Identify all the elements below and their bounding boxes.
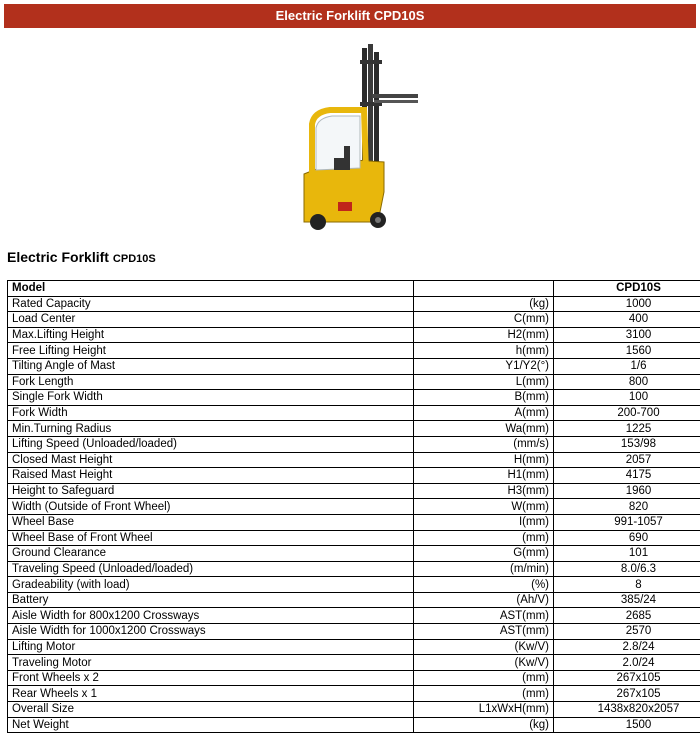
spec-name-cell: Min.Turning Radius	[8, 421, 414, 437]
spec-name-cell: Wheel Base of Front Wheel	[8, 530, 414, 546]
table-row	[8, 546, 700, 562]
spec-name-cell: Raised Mast Height	[8, 468, 414, 484]
spec-unit-cell: (mm)	[414, 530, 554, 546]
section-heading	[7, 249, 156, 265]
spec-unit-cell: Wa(mm)	[414, 421, 554, 437]
spec-name-cell: Closed Mast Height	[8, 452, 414, 468]
spec-value-cell: 3100	[554, 327, 700, 343]
spec-name-cell: Free Lifting Height	[8, 343, 414, 359]
spec-name-cell: Tilting Angle of Mast	[8, 358, 414, 374]
spec-name-cell: Rear Wheels x 1	[8, 686, 414, 702]
table-row	[8, 312, 700, 328]
spec-unit-cell: (%)	[414, 577, 554, 593]
spec-unit-cell: H2(mm)	[414, 327, 554, 343]
spec-value-cell: 1560	[554, 343, 700, 359]
table-row	[8, 421, 700, 437]
spec-name-cell: Height to Safeguard	[8, 483, 414, 499]
spec-unit-cell: AST(mm)	[414, 608, 554, 624]
spec-value-cell: 4175	[554, 468, 700, 484]
spec-unit-cell: B(mm)	[414, 390, 554, 406]
page-title: Electric Forklift CPD10S	[275, 8, 425, 23]
table-row	[8, 639, 700, 655]
column-header-model: Model	[8, 281, 414, 297]
spec-unit-cell: (Kw/V)	[414, 655, 554, 671]
spec-unit-cell: C(mm)	[414, 312, 554, 328]
spec-name-cell: Net Weight	[8, 717, 414, 733]
section-heading-title: Electric Forklift	[7, 249, 109, 265]
spec-name-cell: Rated Capacity	[8, 296, 414, 312]
spec-value-cell: 2057	[554, 452, 700, 468]
table-row	[8, 405, 700, 421]
spec-value-cell: 2570	[554, 624, 700, 640]
spec-value-cell: 820	[554, 499, 700, 515]
spec-value-cell: 2.0/24	[554, 655, 700, 671]
spec-unit-cell: H3(mm)	[414, 483, 554, 499]
page-title-bar	[4, 4, 696, 28]
spec-value-cell: 400	[554, 312, 700, 328]
spec-value-cell: 200-700	[554, 405, 700, 421]
spec-name-cell: Gradeability (with load)	[8, 577, 414, 593]
spec-value-cell: 267x105	[554, 670, 700, 686]
table-row	[8, 670, 700, 686]
spec-value-cell: 267x105	[554, 686, 700, 702]
table-row	[8, 686, 700, 702]
spec-name-cell: Fork Length	[8, 374, 414, 390]
table-row	[8, 561, 700, 577]
spec-unit-cell: h(mm)	[414, 343, 554, 359]
table-row	[8, 624, 700, 640]
table-row	[8, 608, 700, 624]
spec-unit-cell: (Kw/V)	[414, 639, 554, 655]
spec-value-cell: 153/98	[554, 436, 700, 452]
spec-unit-cell: G(mm)	[414, 546, 554, 562]
spec-table-body	[8, 296, 700, 733]
table-row	[8, 483, 700, 499]
spec-table	[7, 280, 700, 733]
spec-value-cell: 1225	[554, 421, 700, 437]
spec-name-cell: Ground Clearance	[8, 546, 414, 562]
spec-name-cell: Traveling Motor	[8, 655, 414, 671]
spec-unit-cell: (kg)	[414, 717, 554, 733]
spec-name-cell: Aisle Width for 800x1200 Crossways	[8, 608, 414, 624]
spec-unit-cell: AST(mm)	[414, 624, 554, 640]
spec-unit-cell: (mm/s)	[414, 436, 554, 452]
spec-unit-cell: I(mm)	[414, 514, 554, 530]
table-row	[8, 390, 700, 406]
table-row	[8, 499, 700, 515]
spec-name-cell: Front Wheels x 2	[8, 670, 414, 686]
spec-value-cell: 101	[554, 546, 700, 562]
table-row	[8, 468, 700, 484]
spec-name-cell: Load Center	[8, 312, 414, 328]
table-row	[8, 296, 700, 312]
table-row	[8, 436, 700, 452]
spec-name-cell: Traveling Speed (Unloaded/loaded)	[8, 561, 414, 577]
spec-table-header-row	[8, 281, 700, 297]
spec-unit-cell: H(mm)	[414, 452, 554, 468]
spec-unit-cell: W(mm)	[414, 499, 554, 515]
spec-unit-cell: (m/min)	[414, 561, 554, 577]
spec-name-cell: Max.Lifting Height	[8, 327, 414, 343]
spec-value-cell: 1500	[554, 717, 700, 733]
spec-name-cell: Width (Outside of Front Wheel)	[8, 499, 414, 515]
forklift-image	[294, 42, 426, 232]
table-row	[8, 655, 700, 671]
table-row	[8, 717, 700, 733]
spec-value-cell: 1000	[554, 296, 700, 312]
spec-value-cell: 991-1057	[554, 514, 700, 530]
spec-unit-cell: Y1/Y2(°)	[414, 358, 554, 374]
table-row	[8, 592, 700, 608]
table-row	[8, 702, 700, 718]
spec-name-cell: Lifting Motor	[8, 639, 414, 655]
spec-name-cell: Wheel Base	[8, 514, 414, 530]
spec-unit-cell: (mm)	[414, 686, 554, 702]
table-row	[8, 343, 700, 359]
spec-name-cell: Aisle Width for 1000x1200 Crossways	[8, 624, 414, 640]
table-row	[8, 452, 700, 468]
spec-unit-cell: L(mm)	[414, 374, 554, 390]
spec-value-cell: 8	[554, 577, 700, 593]
table-row	[8, 530, 700, 546]
spec-unit-cell: H1(mm)	[414, 468, 554, 484]
spec-value-cell: 1960	[554, 483, 700, 499]
spec-value-cell: 800	[554, 374, 700, 390]
spec-name-cell: Fork Width	[8, 405, 414, 421]
spec-name-cell: Single Fork Width	[8, 390, 414, 406]
spec-unit-cell: (kg)	[414, 296, 554, 312]
spec-unit-cell: (mm)	[414, 670, 554, 686]
spec-value-cell: 690	[554, 530, 700, 546]
forklift-illustration	[294, 42, 426, 232]
spec-name-cell: Lifting Speed (Unloaded/loaded)	[8, 436, 414, 452]
table-row	[8, 577, 700, 593]
spec-unit-cell: L1xWxH(mm)	[414, 702, 554, 718]
spec-name-cell: Battery	[8, 592, 414, 608]
spec-name-cell: Overall Size	[8, 702, 414, 718]
spec-value-cell: 1438x820x2057	[554, 702, 700, 718]
spec-value-cell: 2.8/24	[554, 639, 700, 655]
table-row	[8, 358, 700, 374]
spec-value-cell: 8.0/6.3	[554, 561, 700, 577]
spec-value-cell: 1/6	[554, 358, 700, 374]
spec-value-cell: 100	[554, 390, 700, 406]
spec-unit-cell: (Ah/V)	[414, 592, 554, 608]
table-row	[8, 374, 700, 390]
column-header-value: CPD10S	[554, 281, 700, 297]
table-row	[8, 327, 700, 343]
section-heading-model: CPD10S	[112, 253, 156, 265]
spec-value-cell: 385/24	[554, 592, 700, 608]
spec-unit-cell: A(mm)	[414, 405, 554, 421]
column-header-unit	[414, 281, 554, 297]
spec-value-cell: 2685	[554, 608, 700, 624]
table-row	[8, 514, 700, 530]
